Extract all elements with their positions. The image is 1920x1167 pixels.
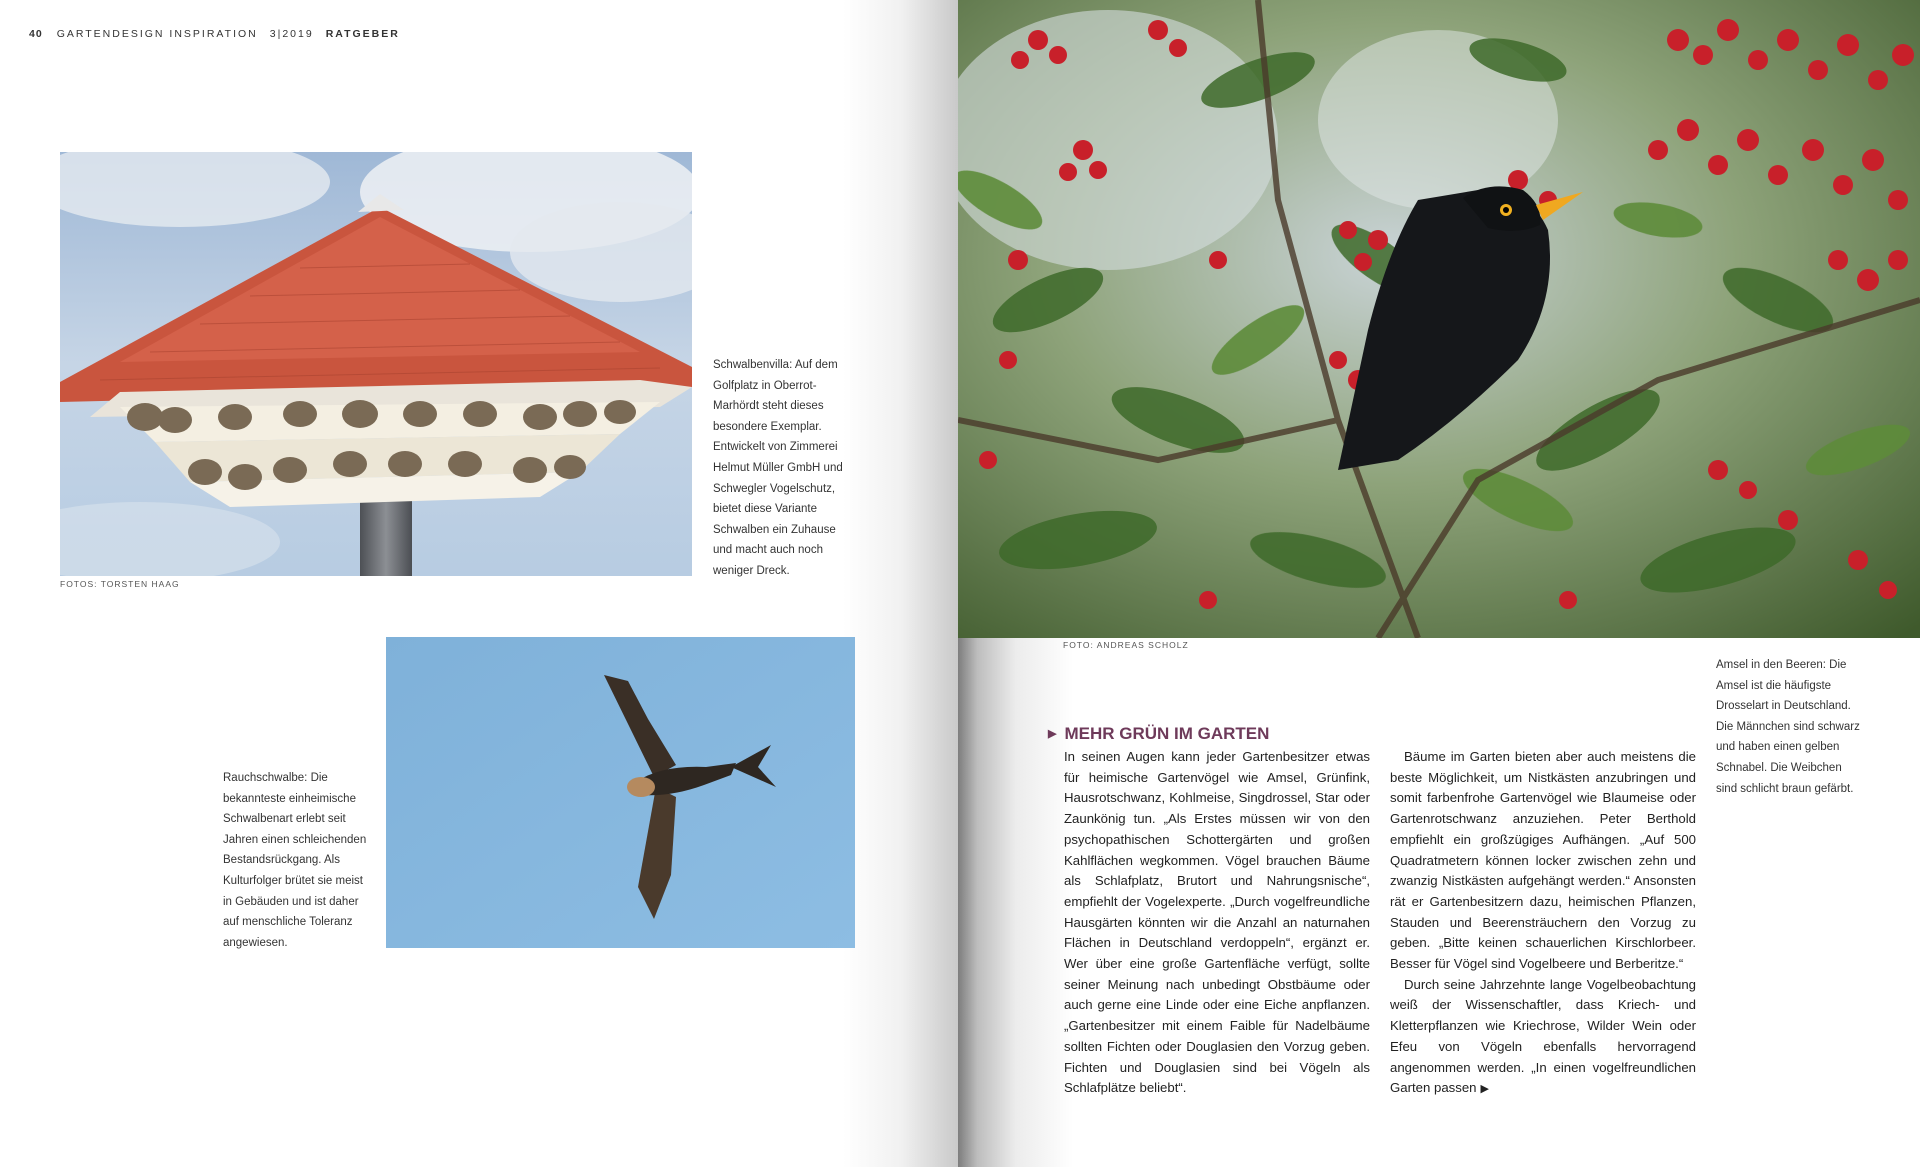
article-column-2 [1390,747,1696,1100]
triangle-bullet-icon: ▶ [1048,728,1057,740]
swallow-flight-photo [386,637,855,948]
photo-credit-haag: FOTOS: TORSTEN HAAG [60,579,180,589]
section-label: RATGEBER [325,28,400,40]
caption-schwalbenvilla: Schwalbenvilla: Auf dem Golfplatz in Oberrot-Marhördt steht dieses besondere Exemplar. Entwickelt von Zimmerei Helmut Müller GmbH und Schwegler Vogelschutz, bietet diese Variante Schwalben ein Zuhause und macht auch noch weniger Dreck. [713,359,843,577]
swallow-flight-image [386,637,855,948]
photo-credit-scholz: FOTO: ANDREAS SCHOLZ [1063,640,1189,650]
article-paragraph-cont [1390,975,1696,1100]
blackbird-image [958,0,1920,638]
section-title: MEHR GRÜN IM GARTEN [1064,724,1270,743]
article-paragraph: In seinen Augen kann jeder Gartenbesitzer etwas für heimische Gartenvögel wie Amsel, Grünfink, Hausrotschwanz, Kohlmeise, Singdrossel, Star oder Zaunkönig tun. „Als Erstes müssen wir von den psychopathischen Schottergärten und großen Kahlflächen wegkommen. Vögel brauchen Bäume als Schlafplatz, Brutort und Nahrungsnische“, empfiehlt der Vogelexperte. „Durch vogelfreundliche Hausgärten könnten wir die Anzahl an naturnahen Flächen in Deutschland verdoppeln“, ergänzt er. Wer über eine große Gartenfläche verfügt, sollte seiner Meinung nach unbedingt Obstbäume oder auch gerne eine Linde oder eine Eiche anpflanzen. „Gartenbesitzer mit einem Faible für Nadelbäume sollten Fichten oder Douglasien den Vorzug geben. Fichten und Douglasien sind bei Vögeln als Schlafplätze beliebt“. [1064,749,1370,1096]
article-paragraph-text: Durch seine Jahrzehnte lange Vogelbeobachtung weiß der Wissenschaftler, dass Kriech- und Kletterpflanzen wie Kriechrose, Wilder Wein oder Efeu von Vögeln ebenfalls hervorragend angenommen werden. „In einen vogelfreundlichen Garten passen [1390,976,1696,1096]
caption-rauchschwalbe: Rauchschwalbe: Die bekannteste einheimische Schwalbenart erlebt seit Jahren einen schleichenden Bestandsrückgang. Als Kulturfolger brütet sie meist in Gebäuden und ist daher auf menschliche Toleranz angewiesen. [223,772,367,949]
blackbird-photo [958,0,1920,638]
swallow-house-image [60,152,692,576]
continue-arrow-icon: ▶ [1480,1083,1489,1096]
article-paragraph: Bäume im Garten bieten aber auch meistens die beste Möglichkeit, um Nistkästen anzubringen und somit farbenfrohe Gartenvögel wie Blaumeise oder Gartenrotschwanz anzuziehen. Peter Berthold empfiehlt ein großzügiges Aufhängen. „Auf 500 Quadratmetern können locker zwischen zehn und zwanzig Nistkästen aufgehängt werden.“ Ansonsten rät er Gartenbesitzern dazu, heimischen Pflanzen, Stauden und Beerensträuchern den Vorzug zu geben. „Bitte keinen schauerlichen Kirschlorbeer. Besser für Vögel sind Vogelbeere und Berberitze.“ [1390,749,1696,972]
caption-amsel: Amsel in den Beeren: Die Amsel ist die häufigste Drosselart in Deutschland. Die Männchen sind schwarz und haben einen gelben Schnabel. Die Weibchen sind schlicht braun gefärbt. [1716,659,1860,795]
running-head [29,28,400,40]
section-heading [1048,724,1269,744]
issue-number: 3|2019 [269,28,314,40]
magazine-title: GARTENDESIGN INSPIRATION [56,28,258,40]
swallow-house-photo [60,152,692,576]
page-number: 40 [29,28,43,40]
article-column-1 [1064,747,1370,1099]
